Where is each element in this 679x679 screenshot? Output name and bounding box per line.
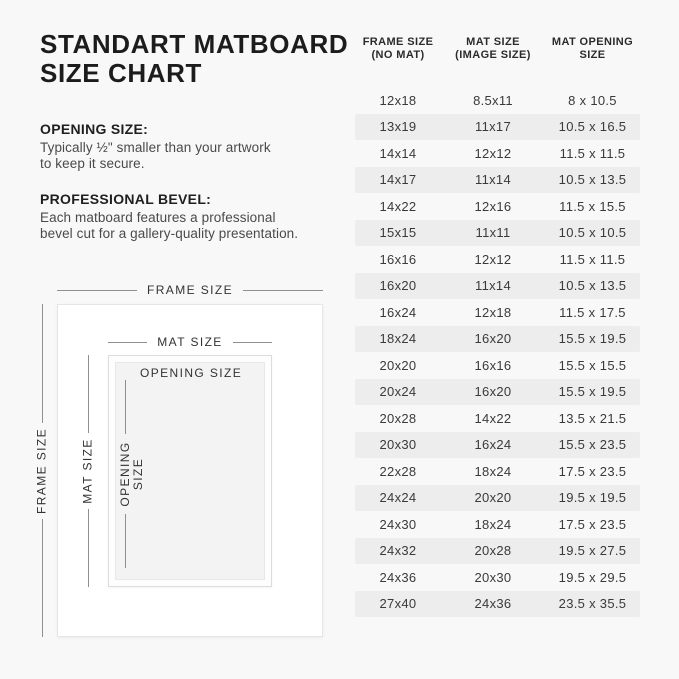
opening-size-label-line2: SIZE [131, 457, 145, 491]
size-table-cell: 10.5 x 13.5 [558, 278, 627, 294]
size-table-row [355, 114, 640, 141]
size-table-cell: 12x18 [474, 304, 512, 320]
opening-size-label-line2: SIZE [209, 366, 243, 380]
size-table-cell: 23.5 x 35.5 [558, 596, 627, 612]
size-table-cell: 11x11 [475, 225, 511, 241]
size-table-cell: 16x20 [379, 278, 417, 294]
size-table-cell: 15.5 x 19.5 [558, 331, 627, 347]
column-header-mat-opening-size [545, 36, 640, 62]
size-table-cell: 8 x 10.5 [568, 92, 617, 108]
size-table-cell: 11.5 x 17.5 [559, 304, 626, 320]
size-table-cell: 22x28 [379, 463, 417, 479]
professional-bevel-text-line2: bevel cut for a gallery-quality presentation. [40, 225, 299, 241]
opening-size-label-vertical [119, 441, 145, 506]
dimension-line [42, 304, 43, 423]
size-table-cell: 14x14 [379, 145, 417, 161]
size-table-cell: 10.5 x 16.5 [558, 119, 627, 135]
size-table-cell: 18x24 [379, 331, 417, 347]
dimension-line [233, 342, 272, 343]
size-table-row [355, 140, 640, 167]
opening-size-horizontal-indicator [130, 366, 252, 380]
size-table-cell: 16x24 [379, 304, 417, 320]
size-table-cell: 15.5 x 15.5 [558, 357, 627, 373]
size-table-cell: 19.5 x 19.5 [558, 490, 627, 506]
page-title-line1: STANDART MATBOARD [40, 29, 349, 59]
size-table-row [355, 167, 640, 194]
size-table-cell: 8.5x11 [473, 92, 513, 108]
size-table-row [355, 87, 640, 114]
size-table-row [355, 193, 640, 220]
size-table-row [355, 538, 640, 565]
column-header-mat-size [441, 36, 545, 62]
size-table-row [355, 458, 640, 485]
dimension-line [42, 519, 43, 638]
size-table-cell: 12x12 [474, 145, 512, 161]
frame-size-horizontal-indicator [57, 283, 323, 297]
size-table-cell: 15.5 x 23.5 [558, 437, 627, 453]
dimension-line [108, 342, 147, 343]
size-table-row [355, 352, 640, 379]
size-table-row [355, 273, 640, 300]
size-table-cell: 15.5 x 19.5 [558, 384, 627, 400]
size-table-cell: 24x36 [379, 569, 417, 585]
mat-size-label-vertical: MAT SIZE [80, 438, 95, 504]
column-header-line: MAT OPENING [551, 36, 634, 48]
size-table-cell: 24x30 [379, 516, 417, 532]
column-header-line: SIZE [579, 49, 606, 61]
size-table-cell: 11.5 x 11.5 [559, 251, 626, 267]
size-table-cell: 11x14 [475, 278, 511, 294]
size-table-cell: 20x24 [379, 384, 417, 400]
size-table-row [355, 564, 640, 591]
size-table-cell: 16x20 [474, 331, 512, 347]
dimension-line [57, 290, 137, 291]
size-table-cell: 14x22 [379, 198, 417, 214]
opening-size-label-line1: OPENING [118, 441, 132, 507]
dimension-line [88, 509, 89, 587]
size-table-row [355, 326, 640, 353]
size-table-cell: 13.5 x 21.5 [558, 410, 627, 426]
size-table-cell: 10.5 x 13.5 [558, 172, 627, 188]
size-table-cell: 10.5 x 10.5 [558, 225, 627, 241]
size-table-cell: 24x36 [474, 596, 512, 612]
column-header-line: FRAME SIZE [362, 36, 434, 48]
size-table-cell: 16x24 [474, 437, 512, 453]
size-table-cell: 11.5 x 11.5 [559, 145, 626, 161]
mat-size-horizontal-indicator [108, 335, 272, 349]
size-table-cell: 17.5 x 23.5 [558, 516, 627, 532]
size-table-cell: 11x17 [475, 119, 511, 135]
column-header-line: (NO MAT) [371, 49, 425, 61]
dimension-line [88, 355, 89, 433]
size-table-cell: 27x40 [379, 596, 417, 612]
size-table-cell: 19.5 x 27.5 [558, 543, 627, 559]
size-table-row [355, 299, 640, 326]
size-table-cell: 12x16 [474, 198, 512, 214]
size-table-cell: 15x15 [379, 225, 417, 241]
opening-size-heading: OPENING SIZE: [40, 121, 149, 137]
opening-size-label-horizontal [140, 366, 242, 380]
size-table-header [355, 36, 640, 62]
size-table-row [355, 379, 640, 406]
size-table-row [355, 246, 640, 273]
size-table-row [355, 591, 640, 618]
size-table-cell: 14x22 [474, 410, 512, 426]
frame-size-label-vertical: FRAME SIZE [34, 427, 49, 514]
size-table-cell: 11x14 [475, 172, 511, 188]
professional-bevel-note [40, 191, 340, 241]
size-table-cell: 19.5 x 29.5 [558, 569, 627, 585]
size-table-cell: 16x20 [474, 384, 512, 400]
size-table-cell: 16x16 [379, 251, 417, 267]
dimension-line [125, 380, 126, 434]
opening-size-text-line2: to keep it secure. [40, 155, 145, 171]
size-table-cell: 18x24 [474, 516, 512, 532]
size-table-cell: 16x16 [474, 357, 512, 373]
size-table-row [355, 511, 640, 538]
size-table-cell: 12x18 [379, 92, 417, 108]
size-table-row [355, 432, 640, 459]
column-header-line: (IMAGE SIZE) [455, 49, 531, 61]
size-table-cell: 20x30 [474, 569, 512, 585]
column-header-frame-size [355, 36, 441, 62]
size-table-cell: 14x17 [379, 172, 417, 188]
size-table-cell: 17.5 x 23.5 [558, 463, 627, 479]
size-table-cell: 11.5 x 15.5 [559, 198, 626, 214]
size-table-cell: 20x20 [474, 490, 512, 506]
size-table-cell: 20x28 [379, 410, 417, 426]
size-table-row [355, 485, 640, 512]
mat-size-label-horizontal: MAT SIZE [157, 335, 223, 349]
professional-bevel-heading: PROFESSIONAL BEVEL: [40, 191, 212, 207]
size-table-cell: 20x30 [379, 437, 417, 453]
size-table-row [355, 405, 640, 432]
opening-size-label-line1: OPENING [140, 366, 206, 380]
page-title-line2: SIZE CHART [40, 58, 202, 88]
size-table-body [355, 87, 640, 617]
size-table-cell: 13x19 [379, 119, 417, 135]
size-table-cell: 20x20 [379, 357, 417, 373]
size-table-cell: 12x12 [474, 251, 512, 267]
size-table-cell: 24x32 [379, 543, 417, 559]
dimension-line [243, 290, 323, 291]
frame-size-label-horizontal: FRAME SIZE [147, 283, 234, 297]
size-table [355, 36, 640, 617]
size-table-cell: 24x24 [379, 490, 417, 506]
professional-bevel-text-line1: Each matboard features a professional [40, 210, 276, 225]
opening-size-text-line1: Typically ½" smaller than your artwork [40, 140, 271, 155]
size-table-cell: 18x24 [474, 463, 512, 479]
dimension-line [125, 514, 126, 568]
size-table-cell: 20x28 [474, 543, 512, 559]
column-header-line: MAT SIZE [466, 36, 520, 48]
size-table-row [355, 220, 640, 247]
opening-size-note [40, 121, 340, 171]
page-title [40, 30, 348, 88]
